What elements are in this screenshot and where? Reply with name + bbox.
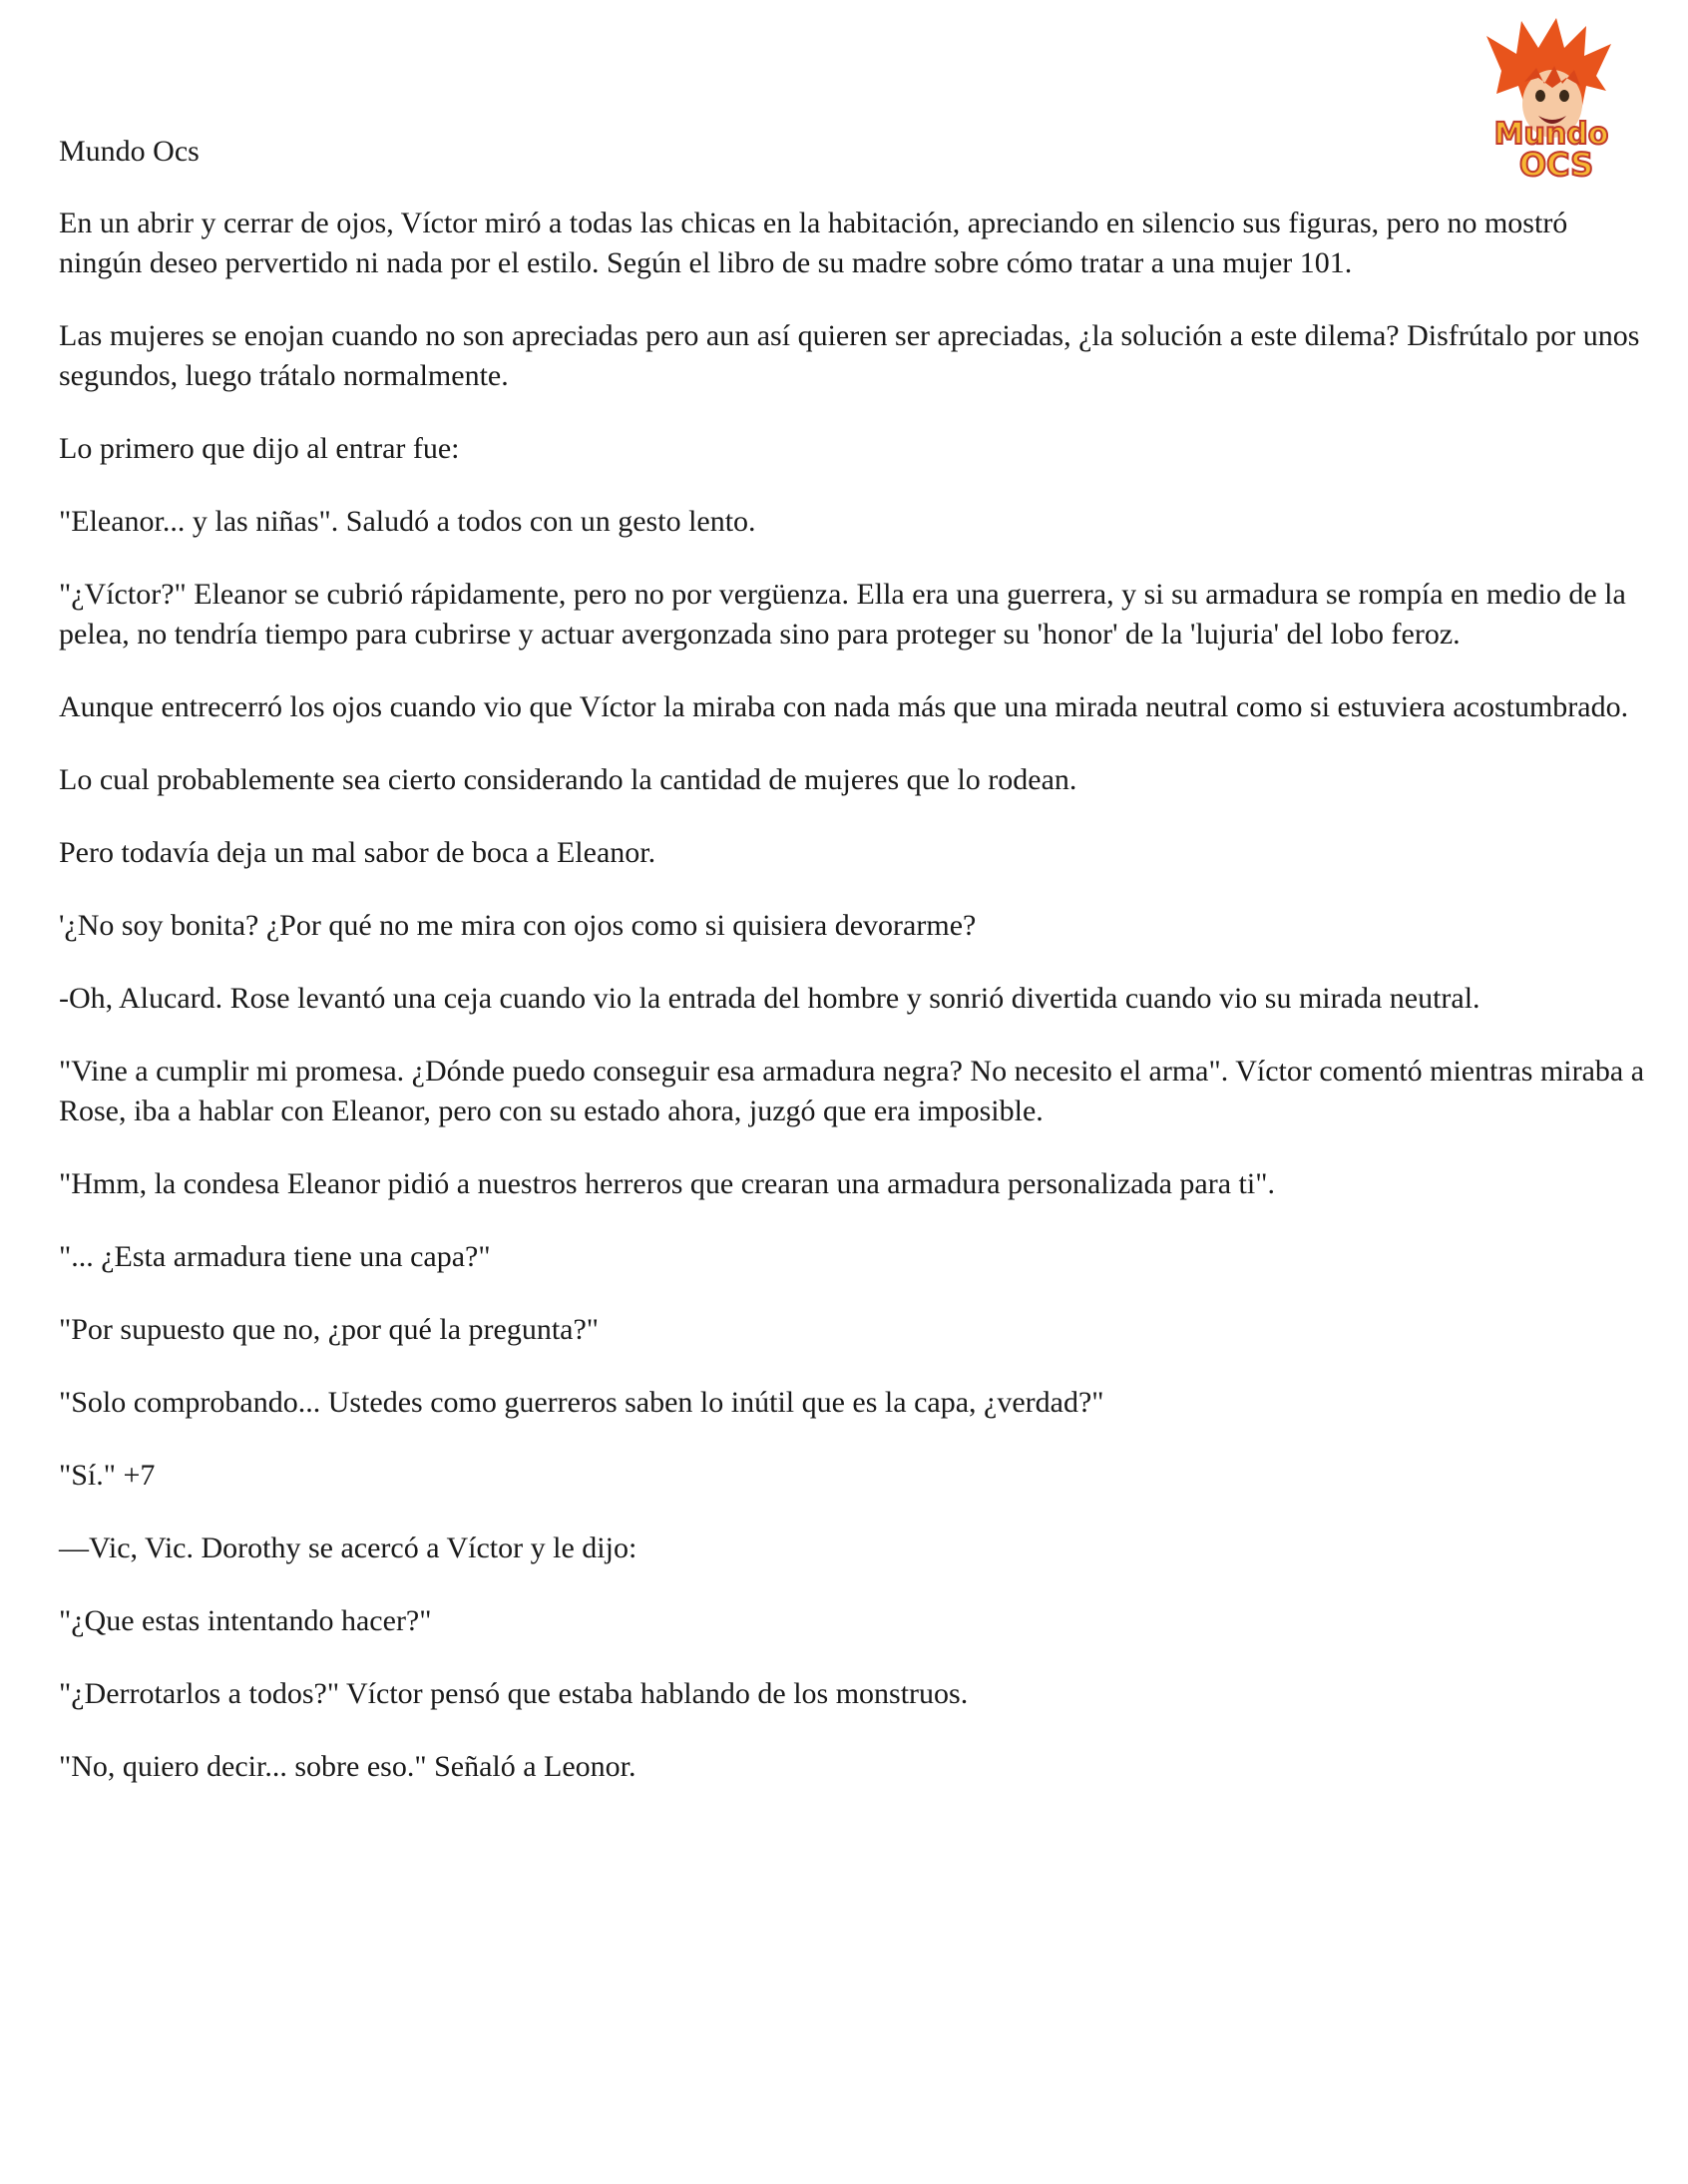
- logo-text-bottom: OCS: [1518, 146, 1594, 184]
- paragraph: -Oh, Alucard. Rose levantó una ceja cuando vio la entrada del hombre y sonrió divertida cuando vio su mirada neutral.: [59, 982, 1480, 1015]
- paragraph: "Por supuesto que no, ¿por qué la pregunta?": [59, 1313, 600, 1346]
- paragraph: "... ¿Esta armadura tiene una capa?": [59, 1240, 491, 1273]
- paragraph: —Vic, Vic. Dorothy se acercó a Víctor y le dijo:: [59, 1531, 637, 1564]
- paragraph: "Eleanor... y las niñas". Saludó a todos con un gesto lento.: [59, 505, 756, 538]
- paragraph: Las mujeres se enojan cuando no son apreciadas pero aun así quieren ser apreciadas, ¿la solución a este dilema? Disfrútalo por unos segundos, luego trátalo normalmente.: [59, 319, 1640, 392]
- story-text: [59, 204, 1645, 1820]
- paragraph: Aunque entrecerró los ojos cuando vio que Víctor la miraba con nada más que una mirada neutral como si estuviera acostumbrado.: [59, 690, 1629, 723]
- paragraph: Lo cual probablemente sea cierto considerando la cantidad de mujeres que lo rodean.: [59, 763, 1077, 796]
- paragraph: "Solo comprobando... Ustedes como guerreros saben lo inútil que es la capa, ¿verdad?": [59, 1386, 1104, 1419]
- paragraph: En un abrir y cerrar de ojos, Víctor miró a todas las chicas en la habitación, apreciando en silencio sus figuras, pero no mostró ningún deseo pervertido ni nada por el estilo. Según el libro de su madre sobre cómo tratar a una mujer 101.: [59, 207, 1568, 279]
- paragraph: "Hmm, la condesa Eleanor pidió a nuestros herreros que crearan una armadura personalizada para ti".: [59, 1167, 1275, 1200]
- paragraph: "¿Derrotarlos a todos?" Víctor pensó que estaba hablando de los monstruos.: [59, 1677, 969, 1710]
- paragraph: "Vine a cumplir mi promesa. ¿Dónde puedo conseguir esa armadura negra? No necesito el arma". Víctor comentó mientras miraba a Rose, iba a hablar con Eleanor, pero con su estado ahora, juzgó que era imposible.: [59, 1055, 1645, 1127]
- page-header-title: Mundo Ocs: [59, 135, 200, 168]
- paragraph: Pero todavía deja un mal sabor de boca a Eleanor.: [59, 836, 656, 869]
- paragraph: "Sí." +7: [59, 1459, 156, 1492]
- mundo-ocs-logo: [1467, 16, 1636, 186]
- paragraph: Lo primero que dijo al entrar fue:: [59, 432, 460, 465]
- paragraph: "¿Que estas intentando hacer?": [59, 1604, 432, 1637]
- paragraph: "No, quiero decir... sobre eso." Señaló a Leonor.: [59, 1750, 636, 1783]
- logo-text-top: Mundo: [1493, 117, 1609, 152]
- paragraph: '¿No soy bonita? ¿Por qué no me mira con ojos como si quisiera devorarme?: [59, 909, 977, 942]
- paragraph: "¿Víctor?" Eleanor se cubrió rápidamente, pero no por vergüenza. Ella era una guerrera, y si su armadura se rompía en medio de la pelea, no tendría tiempo para cubrirse y actuar avergonzada sino para proteger su 'honor' de la 'lujuria' del lobo feroz.: [59, 578, 1626, 651]
